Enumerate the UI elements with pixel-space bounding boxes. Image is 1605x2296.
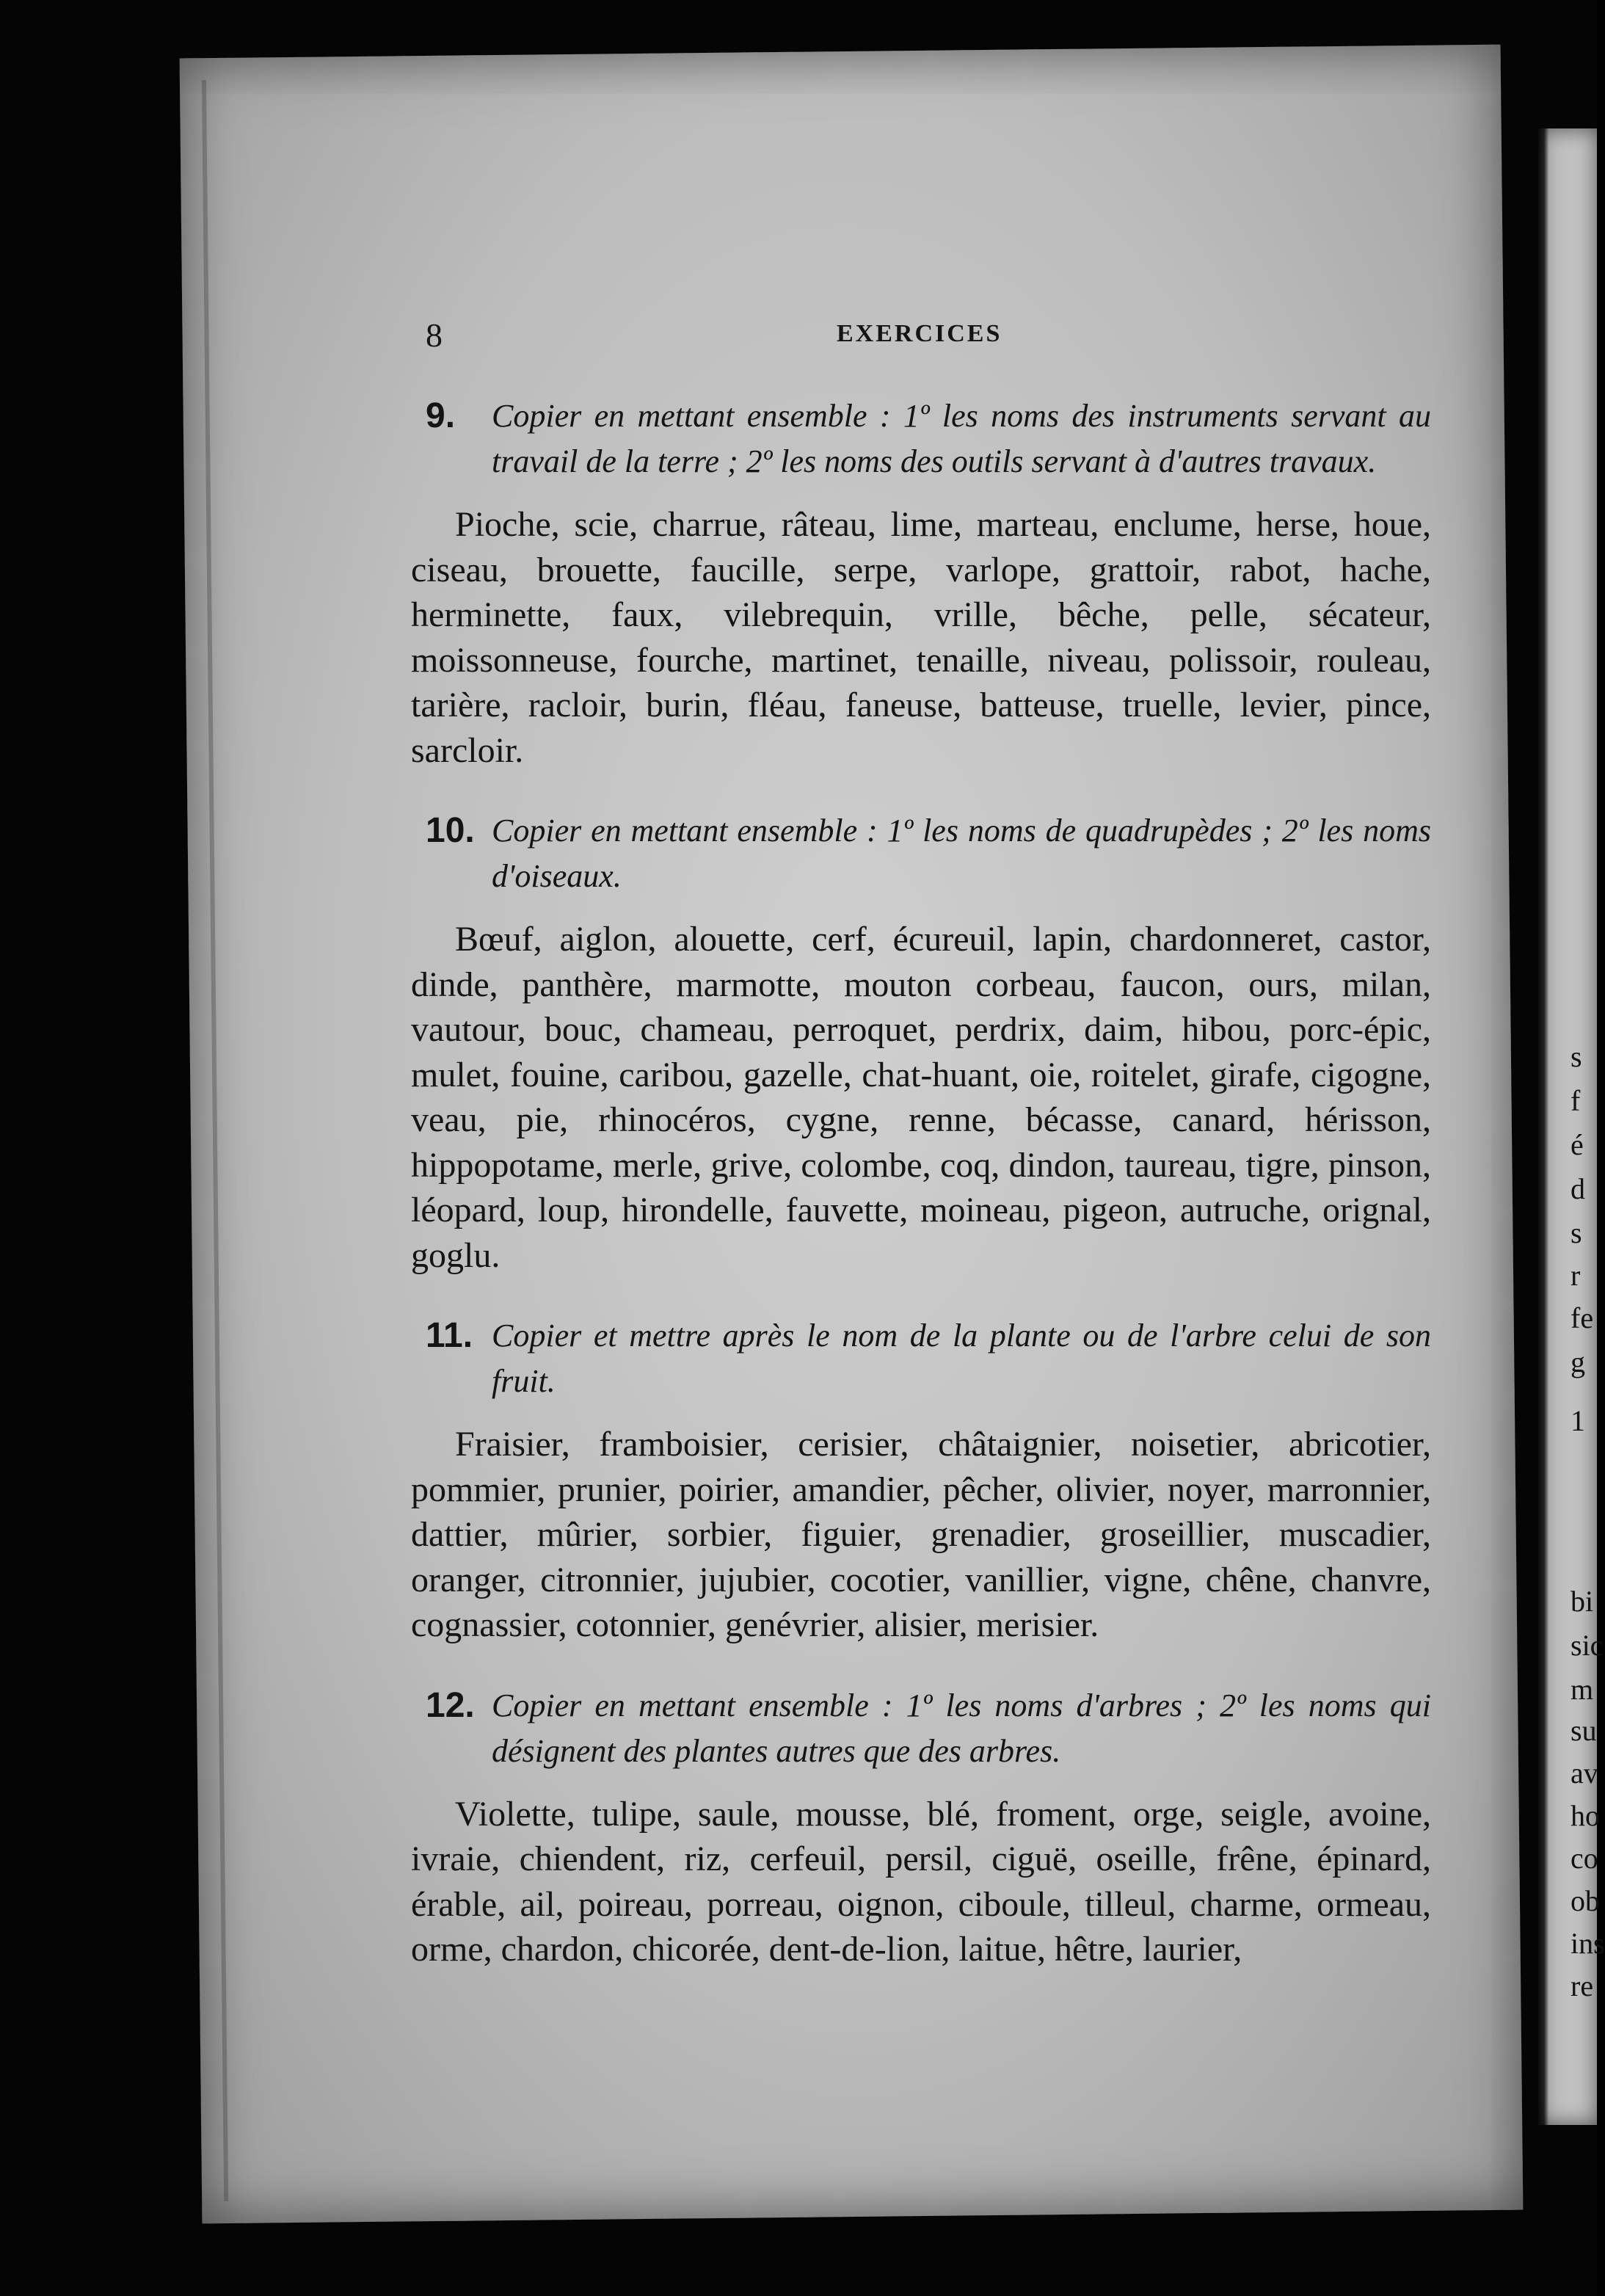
exercise-12 (411, 1683, 1431, 1972)
exercise-9 (411, 393, 1431, 773)
adjacent-fragment: m (1571, 1673, 1594, 1706)
word-list: Pioche, scie, charrue, râteau, lime, marteau, enclume, herse, houe, ciseau, brouette, faucille, serpe, varlope, grattoir, rabot, hache, herminette, faux, vilebrequin, vrille, bêche, pelle, sécateur, moissonneuse, fourche, martinet, tenaille, niveau, polissoir, rouleau, tarière, racloir, burin, fléau, faneuse, batteuse, truelle, levier, pince, sarcloir. (411, 505, 1431, 770)
adjacent-fragment: 1 (1571, 1404, 1585, 1437)
adjacent-fragment: s (1571, 1216, 1582, 1249)
exercise-number: 9. (426, 396, 456, 435)
exercise-instruction (411, 1683, 1431, 1774)
page-number: 8 (426, 316, 443, 354)
word-list: Violette, tulipe, saule, mousse, blé, froment, orge, seigle, avoine, ivraie, chiendent, riz, cerfeuil, persil, ciguë, oseille, frêne, épinard, érable, ail, poireau, porreau, oignon, ciboule, tilleul, charme, ormeau, orme, chardon, chicorée, dent-de-lion, laitue, hêtre, laurier, (411, 1794, 1431, 1969)
exercise-10 (411, 808, 1431, 1278)
exercise-number: 12. (426, 1685, 475, 1725)
exercise-11 (411, 1313, 1431, 1648)
adjacent-fragment: é (1571, 1128, 1584, 1161)
exercise-number: 11. (426, 1316, 473, 1355)
word-list: Fraisier, framboisier, cerisier, châtaignier, noisetier, abricotier, pommier, prunier, poirier, amandier, pêcher, olivier, noyer, marronnier, dattier, mûrier, sorbier, figuier, grenadier, groseillier, muscadier, oranger, citronnier, jujubier, cocotier, vanillier, vigne, chêne, chanvre, cognassier, cotonnier, genévrier, alisier, merisier. (411, 1425, 1431, 1644)
adjacent-fragment: sic (1571, 1629, 1604, 1662)
adjacent-fragment: ho (1571, 1799, 1600, 1832)
exercise-instruction (411, 393, 1431, 484)
adjacent-fragment: d (1571, 1172, 1585, 1205)
adjacent-fragment: g (1571, 1345, 1585, 1378)
page-content (411, 308, 1431, 2008)
instruction-text: Copier en mettant ensemble : 1º les noms des instruments servant au travail de la terre ; 2º les noms des outils servant à d'autres travaux. (492, 398, 1431, 479)
exercise-instruction (411, 1313, 1431, 1404)
adjacent-fragment: fe (1571, 1301, 1594, 1334)
adjacent-fragment: ins (1571, 1927, 1605, 1960)
adjacent-fragment: av (1571, 1756, 1598, 1790)
adjacent-fragment: s (1571, 1040, 1582, 1073)
instruction-text: Copier en mettant ensemble : 1º les noms d'arbres ; 2º les noms qui désignent des plantes autres que des arbres. (492, 1687, 1431, 1769)
page-header (411, 308, 1431, 367)
running-title: EXERCICES (837, 320, 1002, 347)
adjacent-fragment: bi (1571, 1585, 1594, 1618)
exercise-instruction (411, 808, 1431, 899)
adjacent-fragment: su (1571, 1714, 1597, 1747)
adjacent-fragment: re (1571, 1969, 1594, 2002)
exercise-number: 10. (426, 811, 475, 850)
instruction-text: Copier en mettant ensemble : 1º les noms de quadrupèdes ; 2º les noms d'oiseaux. (492, 813, 1431, 894)
adjacent-fragment: f (1571, 1084, 1581, 1117)
adjacent-fragment: co (1571, 1842, 1598, 1875)
adjacent-fragment: ob (1571, 1884, 1600, 1917)
instruction-text: Copier et mettre après le nom de la plante ou de l'arbre celui de son fruit. (492, 1318, 1431, 1399)
adjacent-fragment: r (1571, 1259, 1581, 1292)
word-list: Bœuf, aiglon, alouette, cerf, écureuil, lapin, chardonneret, castor, dinde, panthère, marmotte, mouton corbeau, faucon, ours, milan, vautour, bouc, chameau, perroquet, perdrix, daim, hibou, porc-épic, mulet, fouine, caribou, gazelle, chat-huant, oie, roitelet, girafe, cigogne, veau, pie, rhinocéros, cygne, renne, bécasse, canard, hérisson, hippopotame, merle, grive, colombe, coq, dindon, taureau, tigre, pinson, léopard, loup, hirondelle, fauvette, moineau, pigeon, autruche, orignal, goglu. (411, 920, 1431, 1275)
